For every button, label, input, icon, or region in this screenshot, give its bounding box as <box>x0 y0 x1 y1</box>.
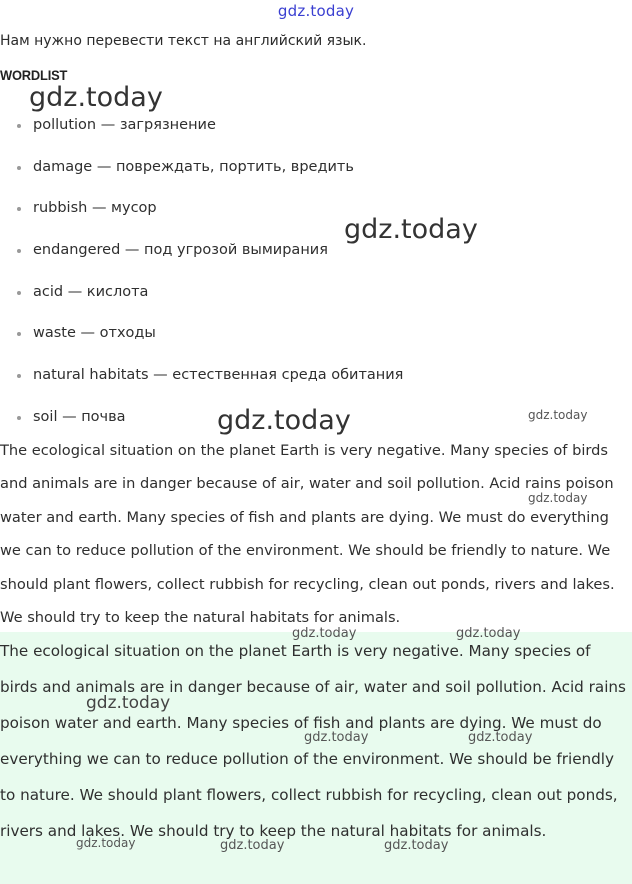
wordlist-item-text: acid — кислота <box>33 283 149 300</box>
bullet-icon <box>17 374 21 378</box>
watermark: gdz.today <box>468 730 533 745</box>
watermark: gdz.today <box>528 408 588 422</box>
wordlist-item-text: rubbish — мусор <box>33 200 157 217</box>
wordlist-item-text: pollution — загрязнение <box>33 117 216 133</box>
watermark: gdz.today <box>528 491 588 505</box>
watermark: gdz.today <box>76 836 136 850</box>
header-watermark: gdz.today <box>277 2 355 20</box>
wordlist-item-text: damage — повреждать, портить, вредить <box>33 158 354 175</box>
wordlist-item <box>0 230 403 272</box>
wordlist-item <box>0 147 403 189</box>
watermark: gdz.today <box>304 730 369 745</box>
wordlist-item <box>0 272 403 314</box>
translation-text: The ecological situation on the planet Earth is very negative. Many species of birds and animals are in danger because of air, water and soil pollution. Acid rains poison water and earth. Many species of fish and plants are dying. We must do everything we can to reduce pollution of the environment. We should be friendly to nature. We should plant flowers, collect rubbish for recycling, clean out ponds, rivers and lakes. We should try to keep the natural habitats for animals. <box>0 642 626 840</box>
bullet-icon <box>17 124 21 128</box>
bullet-icon <box>17 332 21 336</box>
watermark: gdz.today <box>86 693 171 713</box>
watermark: gdz.today <box>456 626 521 641</box>
wordlist-item-text: waste — отходы <box>33 325 156 342</box>
wordlist-item-text: natural habitats — естественная среда обитания <box>33 367 404 384</box>
watermark: gdz.today <box>384 838 449 853</box>
bullet-icon <box>17 166 21 170</box>
bullet-icon <box>17 249 21 253</box>
wordlist-item <box>0 313 403 355</box>
original-text: The ecological situation on the planet Earth is very negative. Many species of birds and animals are in danger because of air, water and soil pollution. Acid rains poison water and earth. Many species of fish and plants are dying. We must do everything we can to reduce pollution of the environment. We should be friendly to nature. We should plant flowers, collect rubbish for recycling, clean out ponds, rivers and lakes. We should try to keep the natural habitats for animals. <box>0 442 615 627</box>
watermark: gdz.today <box>217 405 351 436</box>
bullet-icon <box>17 207 21 211</box>
wordlist-title: WORDLIST <box>0 67 68 83</box>
watermark: gdz.today <box>220 838 285 853</box>
watermark: gdz.today <box>292 626 357 641</box>
wordlist-item-text: endangered — под угрозой вымирания <box>33 242 328 259</box>
wordlist-item-text: soil — почва <box>33 408 126 425</box>
watermark: gdz.today <box>29 82 163 113</box>
wordlist-item <box>0 188 403 230</box>
bullet-icon <box>17 416 21 420</box>
bullet-icon <box>17 291 21 295</box>
wordlist <box>0 105 403 439</box>
intro-text: Нам нужно перевести текст на английский язык. <box>0 33 367 49</box>
watermark: gdz.today <box>344 214 478 245</box>
wordlist-item <box>0 355 403 397</box>
